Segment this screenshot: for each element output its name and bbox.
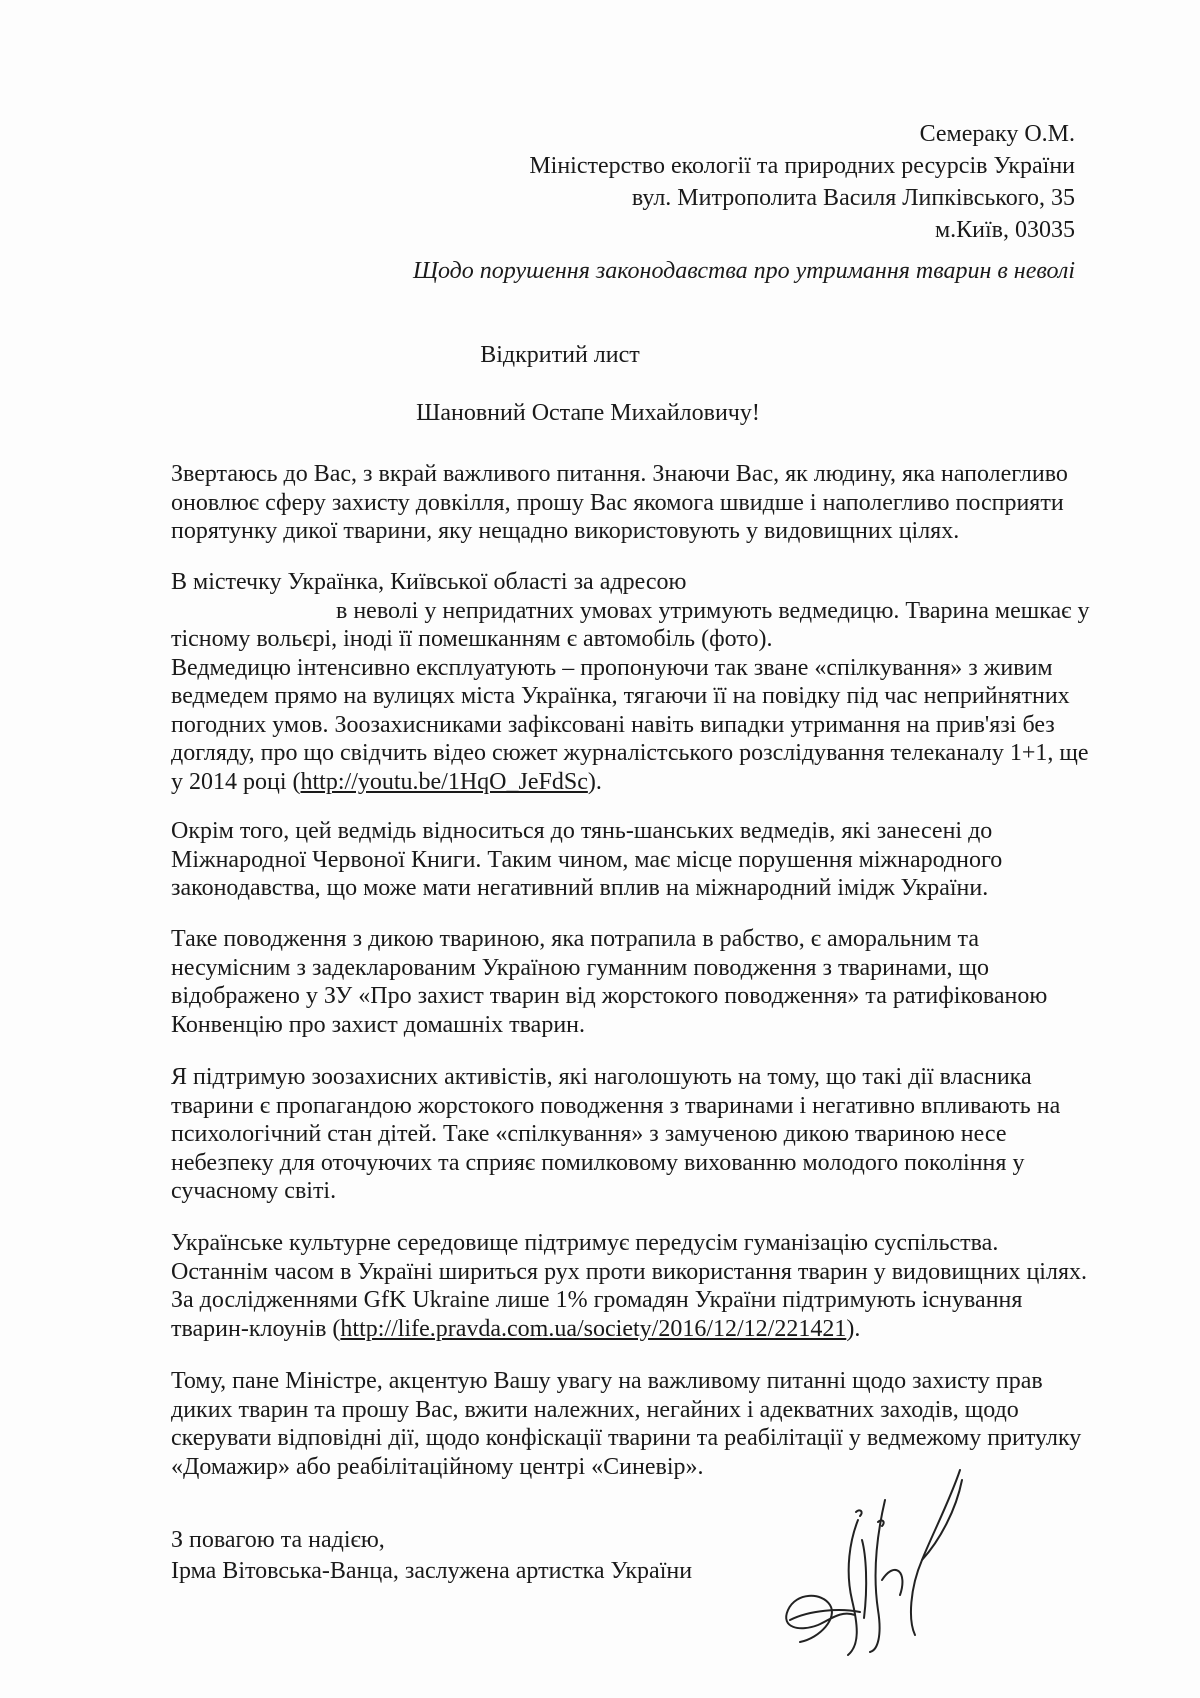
paragraph-3 (171, 817, 1002, 903)
paragraph-line: В містечку Українка, Київської області за адресою (171, 569, 687, 595)
paragraph-line: скерувати відповідні дії, щодо конфіскації тварини та реабілітації у ведмежому притулку (171, 1425, 1082, 1451)
paragraph-line (171, 768, 1089, 797)
paragraph-line: Конвенцію про захист домашніх тварин. (171, 1011, 586, 1038)
paragraph-line: погодних умов. Зоозахисниками зафіксовані навіть випадки утримання на прив'язі без (171, 711, 1055, 738)
paragraph-line: оновлює сферу захисту довкілля, прошу Вас якомога швидше і наполегливо посприяти (171, 489, 1064, 516)
text-fragment: тварин-клоунів ( (171, 1315, 341, 1342)
paragraph-line: Я підтримую зоозахисних активістів, які наголошують на тому, що такі дії власника (171, 1064, 1032, 1090)
paragraph-line (171, 1315, 1087, 1344)
handwritten-signature (760, 1460, 980, 1660)
letter-subject: Щодо порушення законодавства про утримання тварин в неволі (412, 258, 1075, 284)
addressee-name: Семераку О.М. (919, 121, 1075, 147)
paragraph-line: «Домажир» або реабілітаційному центрі «Синевір». (171, 1453, 704, 1480)
paragraph-5 (171, 1063, 1060, 1206)
paragraph-line: диких тварин та прошу Вас, вжити належних, негайних і адекватних заходів, щодо (171, 1396, 1019, 1423)
paragraph-line: психологічний стан дітей. Таке «спілкування» з замученою дикою твариною несе (171, 1121, 1007, 1147)
addressee-block (529, 118, 1075, 246)
pravda-link[interactable]: http://life.pravda.com.ua/society/2016/12/12/221421 (340, 1315, 847, 1342)
paragraph-line: Останнім часом в Україні шириться рух проти використання тварин у видовищних цілях. (171, 1258, 1087, 1285)
paragraph-line: порятунку дикої тварини, яку нещадно використовують у видовищних цілях. (171, 518, 960, 544)
paragraph-line: несумісним з задекларованим Україною гуманним поводження з тваринами, що (171, 954, 990, 981)
paragraph-line: Окрім того, цей ведмідь відноситься до тянь-шанських ведмедів, які занесені до (171, 818, 993, 844)
closing-phrase: З повагою та надією, (171, 1527, 385, 1553)
paragraph-line: Міжнародної Червоної Книги. Таким чином, має місце порушення міжнародного (171, 846, 1003, 873)
text-fragment: ). (846, 1315, 861, 1342)
text-fragment: ). (587, 768, 602, 795)
addressee-city: м.Київ, 03035 (934, 217, 1075, 243)
salutation: Шановний Остапе Михайловичу! (416, 400, 760, 426)
paragraph-line: Тому, пане Міністре, акцентую Вашу увагу на важливому питанні щодо захисту прав (171, 1368, 1043, 1394)
paragraph-line: За дослідженнями GfK Ukraine лише 1% громадян України підтримують існування (171, 1287, 1023, 1313)
addressee-organization: Міністерство екології та природних ресурсів України (529, 153, 1075, 179)
paragraph-line: тварини є пропагандою жорстокого поводження з тваринами і негативно впливають на (171, 1092, 1061, 1119)
paragraph-line: Українське культурне середовище підтримує передусім гуманізацію суспільства. (171, 1230, 999, 1256)
paragraph-line: ведмедем прямо на вулицях міста Українка, тягаючи її на повідку під час неприйнятних (171, 683, 1070, 709)
paragraph-line: Звертаюсь до Вас, з вкрай важливого питання. Знаючи Вас, як людину, яка наполегливо (171, 461, 1068, 487)
paragraph-line: законодавства, що може мати негативний вплив на міжнародний імідж України. (171, 875, 989, 901)
signatory: Ірма Вітовська-Ванца, заслужена артистка України (171, 1558, 693, 1584)
closing-block (171, 1525, 692, 1587)
paragraph-line: небезпеку для оточуючих та сприяє помилковому вихованню молодого покоління у (171, 1149, 1025, 1176)
youtube-link[interactable]: http://youtu.be/1HqO_JeFdSc (300, 768, 588, 795)
paragraph-4 (171, 925, 1047, 1039)
paragraph-line: Таке поводження з дикою твариною, яка потрапила в рабство, є аморальним та (171, 926, 979, 952)
paragraph-1 (171, 460, 1068, 546)
paragraph-line: відображено у ЗУ «Про захист тварин від жорстокого поводження» та ратифікованою (171, 983, 1048, 1009)
paragraph-line: тісному вольєрі, іноді її помешканням є автомобіль (фото). (171, 626, 773, 652)
paragraph-line: Ведмедицю інтенсивно експлуатують – пропонуючи так зване «спілкування» з живим (171, 654, 1053, 681)
paragraph-2 (171, 568, 1089, 796)
letter-title: Відкритий лист (480, 342, 640, 368)
paragraph-line: сучасному світі. (171, 1178, 337, 1204)
paragraph-line: догляду, про що свідчить відео сюжет журналістського розслідування телеканалу 1+1, ще (171, 740, 1089, 766)
addressee-street: вул. Митрополита Василя Липківського, 35 (631, 185, 1075, 211)
paragraph-line: в неволі у непридатних умовах утримують ведмедицю. Тварина мешкає у (336, 597, 1090, 624)
text-fragment: у 2014 році ( (171, 768, 301, 795)
paragraph-6 (171, 1229, 1087, 1343)
